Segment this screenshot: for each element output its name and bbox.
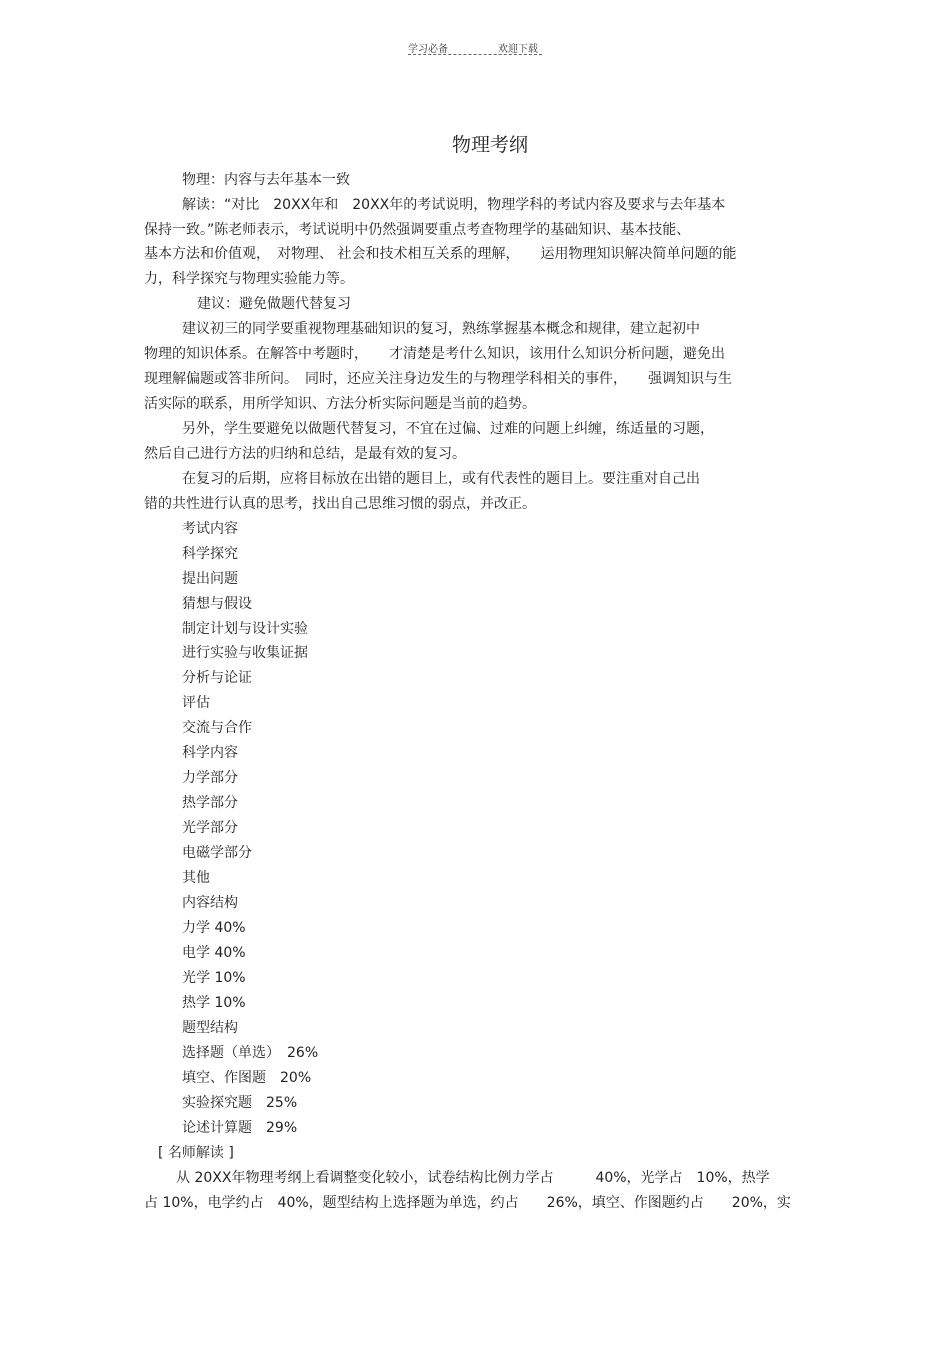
list-item: 其他	[182, 870, 210, 886]
list-item: 实验探究题 25%	[182, 1095, 298, 1111]
paragraph-line: 解读：“对比 20XX年和 20XX年的考试说明，物理学科的考试内容及要求与去年基本	[182, 197, 726, 213]
paragraph-line: 保持一致。”陈老师表示，考试说明中仍然强调要重点考查物理学的基础知识、基本技能、	[144, 222, 691, 238]
list-item: 评估	[182, 695, 210, 711]
paragraph-line: 占 10%，电学约占 40%，题型结构上选择题为单选，约占 26%，填空、作图题约占 20%，实	[144, 1195, 791, 1211]
header-right-text: 欢迎下载	[498, 44, 538, 55]
list-item: 光学 10%	[182, 970, 246, 986]
list-item: 题型结构	[182, 1020, 238, 1036]
list-item: 分析与论证	[182, 670, 252, 686]
list-item: 填空、作图题 20%	[182, 1070, 312, 1086]
list-item: 力学部分	[182, 770, 238, 786]
list-item: 科学内容	[182, 745, 238, 761]
paragraph-line: 力，科学探究与物理实验能力等。	[144, 271, 354, 287]
list-item: 电磁学部分	[182, 845, 252, 861]
paragraph-line: 物理：内容与去年基本一致	[182, 172, 350, 188]
list-item: 交流与合作	[182, 720, 252, 736]
paragraph-line: 建议：避免做题代替复习	[197, 296, 351, 312]
paragraph-line: 在复习的后期，应将目标放在出错的题目上，或有代表性的题目上。要注重对自己出	[182, 471, 700, 487]
paragraph-line: 基本方法和价值观， 对物理、 社会和技术相互关系的理解， 运用物理知识解决简单问题的能	[144, 246, 737, 262]
list-item: 选择题（单选） 26%	[182, 1045, 319, 1061]
list-item: 科学探究	[182, 546, 238, 562]
paragraph-line: 活实际的联系，用所学知识、方法分析实际问题是当前的趋势。	[144, 396, 536, 412]
paragraph-line: 然后自己进行方法的归纳和总结，是最有效的复习。	[144, 446, 466, 462]
paragraph-line: 物理的知识体系。在解答中考题时， 才清楚是考什么知识，该用什么知识分析问题，避免出	[144, 346, 725, 362]
paragraph-line: 现理解偏题或答非所问。 同时，还应关注身边发生的与物理学科相关的事件， 强调知识与生	[144, 371, 732, 387]
list-item: 进行实验与收集证据	[182, 645, 308, 661]
paragraph-line: 从 20XX年物理考纲上看调整变化较小，试卷结构比例力学占 40%，光学占 10%，热学	[176, 1170, 770, 1186]
list-item: 热学部分	[182, 795, 238, 811]
list-item: 光学部分	[182, 820, 238, 836]
paragraph-line: 另外，学生要避免以做题代替复习，不宜在过偏、过难的问题上纠缠，练适量的习题，	[182, 421, 714, 437]
section-heading: [ 名师解读 ]	[158, 1145, 234, 1161]
list-item: 论述计算题 29%	[182, 1120, 298, 1136]
list-item: 内容结构	[182, 895, 238, 911]
header-divider	[408, 54, 542, 55]
paragraph-line: 建议初三的同学要重视物理基础知识的复习，熟练掌握基本概念和规律，建立起初中	[182, 321, 700, 337]
list-item: 制定计划与设计实验	[182, 621, 308, 637]
list-item: 猜想与假设	[182, 596, 252, 612]
header-left-text: 学习必备	[408, 44, 448, 55]
list-item: 热学 10%	[182, 995, 246, 1011]
list-item: 电学 40%	[182, 945, 246, 961]
list-item: 力学 40%	[182, 920, 246, 936]
paragraph-line: 错的共性进行认真的思考，找出自己思维习惯的弱点，并改正。	[144, 496, 536, 512]
list-item: 提出问题	[182, 571, 238, 587]
list-item: 考试内容	[182, 521, 238, 537]
page-title: 物理考纲	[451, 134, 528, 156]
